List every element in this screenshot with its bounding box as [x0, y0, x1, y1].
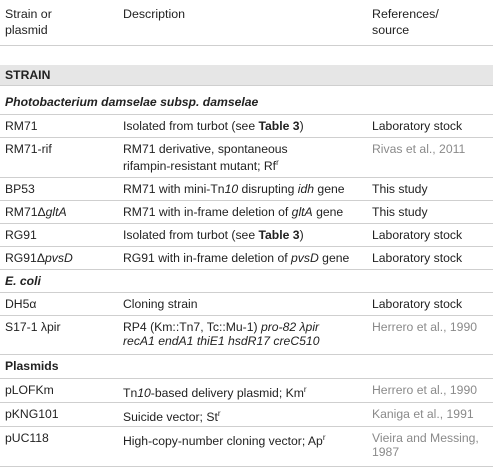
row-divider — [0, 292, 493, 293]
strain-description: Isolated from turbot (see Table 3) — [123, 228, 304, 242]
strain-reference: Laboratory stock — [372, 119, 463, 133]
row-divider — [0, 246, 493, 247]
strain-description: RG91 with in-frame deletion of pvsD gene — [123, 251, 350, 265]
strain-description: RM71 with in-frame deletion of gltA gene — [123, 205, 344, 219]
plasmid-description: High-copy-number cloning vector; Ap$^r$ — [123, 433, 326, 449]
row-divider — [0, 269, 493, 270]
plasmid-description: Suicide vector; St$^r$ — [123, 409, 221, 425]
row-divider — [0, 114, 493, 115]
group-title-plasmids: Plasmids — [5, 359, 59, 373]
row-divider — [0, 426, 493, 427]
strain-reference: This study — [372, 182, 428, 196]
section-band-strain — [0, 65, 493, 85]
strain-reference: Herrero et al., 1990 — [372, 320, 478, 334]
group-title-photobacterium: Photobacterium damselae subsp. damselae — [5, 95, 259, 109]
strain-reference: This study — [372, 205, 428, 219]
strain-description: RM71 with mini-Tn10 disrupting idh gene — [123, 182, 345, 196]
plasmid-reference: Vieira and Messing, 1987 — [372, 431, 479, 459]
column-header-strain: Strain or plasmid — [5, 7, 52, 37]
strain-name: RG91 — [5, 228, 37, 242]
section-title-strain: STRAIN — [5, 68, 51, 82]
strain-name: S17-1 λpir — [5, 320, 61, 334]
strain-name: DH5α — [5, 297, 37, 311]
strain-name: RG91ΔpvsD — [5, 251, 73, 265]
strain-name: RM71ΔgltA — [5, 205, 67, 219]
table-bottom-rule — [0, 466, 493, 467]
plasmid-name: pLOFKm — [5, 383, 54, 397]
row-divider — [0, 402, 493, 403]
plasmid-description: Tn10-based delivery plasmid; Km$^r$ — [123, 385, 307, 401]
strain-description: Cloning strain — [123, 297, 198, 311]
plasmid-reference: Herrero et al., 1990 — [372, 383, 478, 397]
row-divider — [0, 354, 493, 355]
plasmid-reference: Kaniga et al., 1991 — [372, 407, 474, 421]
header-divider — [0, 45, 493, 46]
strain-reference: Laboratory stock — [372, 297, 463, 311]
strain-reference: Laboratory stock — [372, 228, 463, 242]
plasmid-name: pUC118 — [5, 431, 49, 445]
strain-description: RM71 derivative, spontaneous rifampin-resistant mutant; Rf$^r$ — [123, 142, 288, 174]
section-divider — [0, 85, 493, 86]
strain-reference: Laboratory stock — [372, 251, 463, 265]
strain-reference: Rivas et al., 2011 — [372, 142, 466, 156]
row-divider — [0, 137, 493, 138]
strain-description: Isolated from turbot (see Table 3) — [123, 119, 304, 133]
row-divider — [0, 177, 493, 178]
strain-name: BP53 — [5, 182, 35, 196]
strain-name: RM71-rif — [5, 142, 52, 156]
strain-description: RP4 (Km::Tn7, Tc::Mu-1) pro-82 λpir recA1 endA1 thiE1 hsdR17 creC510 — [123, 320, 320, 348]
row-divider — [0, 378, 493, 379]
row-divider — [0, 200, 493, 201]
row-divider — [0, 223, 493, 224]
strain-name: RM71 — [5, 119, 38, 133]
column-header-references: References/ source — [372, 7, 439, 37]
plasmid-name: pKNG101 — [5, 407, 59, 421]
column-header-description: Description — [123, 7, 185, 21]
row-divider — [0, 315, 493, 316]
group-title-ecoli: E. coli — [5, 274, 41, 288]
